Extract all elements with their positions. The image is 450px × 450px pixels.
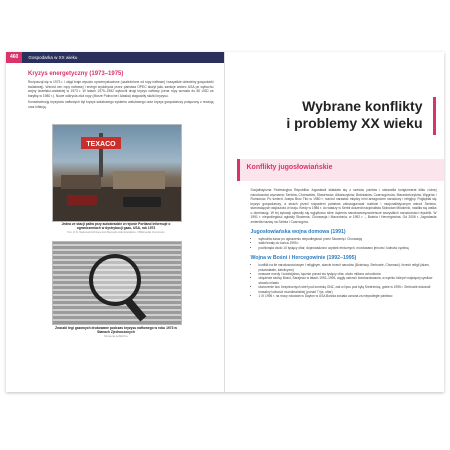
right-page (225, 52, 445, 392)
bullet-list (251, 237, 437, 250)
running-head-title: Gospodarka w XX wieku (22, 52, 223, 63)
photo-sign-text: TEXACO (86, 141, 116, 148)
subsection-title: Jugosłowiańska wojna domowa (1991) (250, 229, 346, 235)
bullet-list (251, 263, 437, 298)
list-item: • pochłonęła około 10 tysięcy ofiar, doprowadzono czystek etnicznych, mordowano jeńców i ludność cywilną (259, 246, 437, 250)
book-spread (6, 52, 444, 392)
list-item: • 1 XI 1995 r. na mocy rokowań w Dayton w USA Bośnia została uznana za niepodległe państwo (259, 294, 437, 298)
section-title: Kryzys energetyczny (1973–1975) (28, 71, 124, 77)
page-number: 460 (6, 52, 22, 63)
chapter-title-line: Wybrane konflikty (302, 98, 423, 114)
intro-paragraph: Socjalistyczna Federacyjna Republika Jugosławii składała się z sześciu państw i stanowiła konglomerat kilku różnej narodowości wyznania: Serbów, Chorwatów, Słoweńców, Albańczyków, Bośniaków, Czarnogórców, Macedończyków, Węgrów i Rumunów. Po śmierci Josipa Broz Tito w 1980 r. rozrósł narastać między nimi antagonizm narodowy i religijny. Pogłębiał się kryzys gospodarczy, a strach przed rozpadem państwa zainaugurował rozbicie i nacjonalistycznym wśród Serbów, stanowiących większość w kraju. Kiedy w 1986 r. do władzy w Serbii doszedł nacjonalista Slobodan Milošević, nasiliła się walka o dominację. W tej sytuacji ujawniły się wyjątkowo silne dążenia narodowowyzwoleńcze wszystkich narodowości republik. W 1991 r. niepodległość ogłosiły Słowenia, Chorwacja i Macedonia, w 1992 r. – Bośnia i Hercegowina. Od 2006 r. Jugosławia zmieniła nazwę na Serbia i Czarnogóra. (250, 188, 437, 224)
photo-caption-1 (52, 222, 180, 235)
running-header (6, 52, 224, 63)
section-banner (237, 159, 444, 181)
paragraph: Rozpoczął się w 1973 r. i objął kraje wysoko uprzemysłowione (uzależnione od ropy naftowej i wszystkie dziedziny gospodarki światowej). Wzrost cen ropy naftowej i energii wydobycia przez państwa OPEC służył jako sankcje wobec USA po wybuchu wojny izraelsko-arabskiej w 1973 r. W latach 1979–1982 wybuchł drugi kryzys naftowy (cena ropy wzrosła do 80 USD za baryłkę w 1980 r.). Nowe odkrycia złóż ropy (Morze Północne i Alaska) złagodziły skutki kryzysu. (28, 80, 214, 98)
section-title: Konflikty jugosłowiańskie (246, 164, 333, 171)
paragraph: Konsekwencją kryzysów naftowych był kryzys światowego systemu walutowego oraz kryzys gospodarczy połączony z recesją oraz inflacją. (28, 100, 214, 109)
ration-stamps-photo (52, 241, 182, 325)
caption-text: Jedna ze stacji paliw przy autostradzie w rejonie Portland informuje o ograniczeniach w dystrybucji gazu, USA, rok 1973 (61, 222, 171, 231)
subsection-title: Wojna w Bośni i Hercegowinie (1992–1995) (250, 255, 357, 262)
chapter-title (255, 98, 423, 132)
photo-caption-2 (52, 326, 180, 339)
list-item: • konflikt na tle narodowościowym i religijnym, starcie trzech narodów (Bośniacy, Serbowie, Chorwaci) i trzech religii (islam, prawosławie, katolicyzm) (259, 263, 437, 272)
list-item: • oblężenie stolicy Bośni, Sarajewo w latach 1992–1995, ciągły ostrzał i bombardowania, w wyniku których najwięcej cywilów straciło miasto (259, 276, 437, 285)
gas-station-illustration (53, 125, 181, 221)
caption-text: Znaczki tegi gazowych drukowane podczas kryzysu naftowego w roku 1973 w Stanach Zjednoczonych (55, 326, 177, 335)
list-item: • wybuchła zaraz po ogłoszeniu niepodległości przez Słowenię i Chorwację (259, 237, 437, 241)
list-item: • masowe mordy i ludobójstwo, łącznie ponad sto tysięcy ofiar, około miliona uchodźców (259, 272, 437, 276)
title-accent-bar (433, 97, 436, 135)
magnifier-illustration (53, 242, 181, 324)
chapter-title-line: i problemy XX wieku (286, 115, 423, 131)
gas-station-photo (52, 124, 182, 222)
caption-credit: Domena publiczna (104, 334, 128, 339)
right-body (251, 188, 437, 298)
list-item: • walki trwały do końca 1995 r. (259, 241, 437, 245)
list-item: • utworzenie tzw. bezpiecznych stref pod kontrolą ONZ, zaś w lipcu pod byłą Srebrenicą, gdzie w 1995 r. Serbowie dokonali masakry ludności muzułmańskiej (ponad 7 tys. ofiar) (259, 285, 437, 294)
caption-credit: Fot. U.S. National Archives and Records Administration / Wikimedia Commons (67, 230, 165, 235)
left-page (6, 52, 225, 392)
